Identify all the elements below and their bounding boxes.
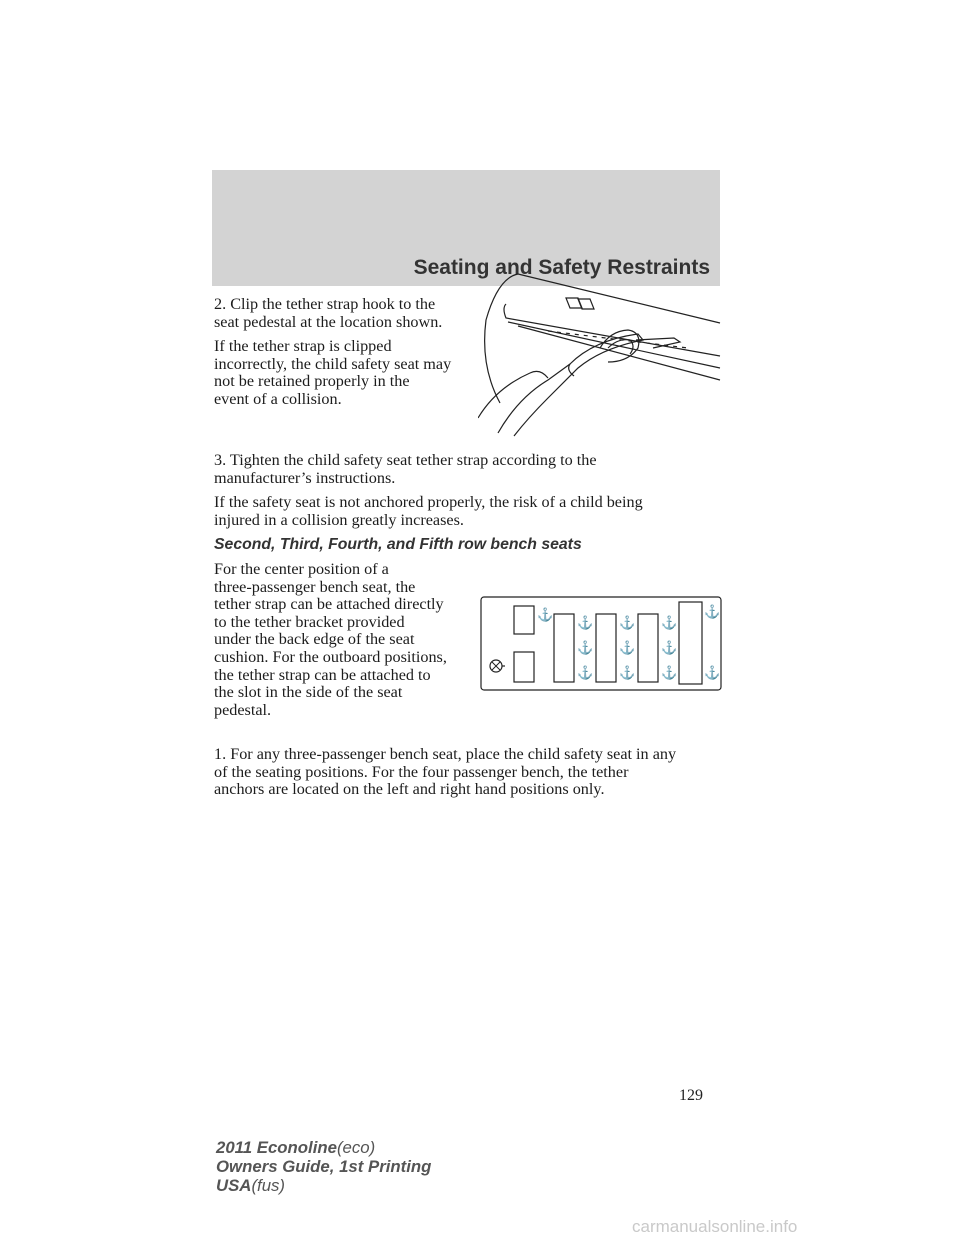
step-1-line-2: of the seating positions. For the four passenger bench, the tether: [214, 762, 629, 781]
step-1-line-1: 1. For any three-passenger bench seat, place the child safety seat in any: [214, 745, 677, 763]
center-position-line-2: three-passenger bench seat, the: [214, 577, 416, 596]
footer-market-code: (fus): [251, 1176, 285, 1195]
step-3-line-2: manufacturer’s instructions.: [214, 468, 396, 487]
step-2-line-1: 2. Clip the tether strap hook to the: [214, 295, 436, 313]
center-position-line-4: to the tether bracket provided: [214, 612, 405, 631]
footer-model: 2011 Econoline: [216, 1138, 337, 1157]
bench-seat-row-5: [679, 602, 702, 684]
anchor-icon: ⚓: [577, 665, 594, 680]
anchor-icon: ⚓: [704, 604, 721, 619]
document-footer: [216, 1138, 431, 1195]
watermark: carmanualsonline.info: [632, 1217, 798, 1236]
anchor-icon: ⚓: [619, 640, 636, 655]
step-2-paragraph: [214, 296, 476, 331]
section-title: Seating and Safety Restraints: [413, 256, 710, 279]
step-3-paragraph: [214, 452, 729, 487]
bench-seats-subheading: Second, Third, Fourth, and Fifth row bench seats: [214, 536, 582, 553]
footer-model-code: (eco): [336, 1138, 376, 1157]
driver-seat: [514, 652, 534, 682]
step-3-line-1: 3. Tighten the child safety seat tether strap according to the: [214, 451, 597, 469]
tether-warning-paragraph: [214, 338, 476, 408]
step-2-line-2: seat pedestal at the location shown.: [214, 312, 443, 331]
anchor-icon: ⚓: [577, 615, 594, 630]
bench-seat-row-2: [554, 614, 574, 682]
anchor-risk-line-1: If the safety seat is not anchored properly, the risk of a child being: [214, 493, 643, 511]
center-position-line-9: pedestal.: [214, 700, 272, 719]
warning-line-4: event of a collision.: [214, 389, 342, 408]
footer-guide: Owners Guide, 1st Printing: [216, 1157, 432, 1176]
bench-seat-row-3: [596, 614, 616, 682]
anchor-icon: ⚓: [704, 665, 721, 680]
anchor-icon: ⚓: [619, 665, 636, 680]
passenger-seat-front: [514, 606, 534, 634]
warning-line-2: incorrectly, the child safety seat may: [214, 354, 452, 373]
center-position-line-8: the slot in the side of the seat: [214, 683, 403, 702]
center-position-line-6: cushion. For the outboard positions,: [214, 647, 447, 666]
center-position-line-7: the tether strap can be attached to: [214, 665, 431, 684]
anchor-icon: ⚓: [661, 615, 678, 630]
step-1-paragraph: [214, 746, 729, 799]
anchor-icon: ⚓: [577, 640, 594, 655]
bench-seat-row-4: [638, 614, 658, 682]
center-position-line-3: tether strap can be attached directly: [214, 595, 444, 614]
anchor-icon: ⚓: [619, 615, 636, 630]
anchor-icon: ⚓: [537, 607, 554, 622]
center-position-paragraph: [214, 561, 476, 719]
page-number: 129: [679, 1087, 703, 1104]
warning-line-1: If the tether strap is clipped: [214, 337, 392, 355]
center-position-line-1: For the center position of a: [214, 560, 389, 578]
footer-market: USA: [216, 1176, 252, 1195]
tether-hook-illustration-icon: [478, 268, 722, 438]
warning-line-3: not be retained properly in the: [214, 372, 410, 391]
anchor-icon: ⚓: [661, 665, 678, 680]
center-position-line-5: under the back edge of the seat: [214, 630, 415, 649]
bench-seat-anchor-diagram: [480, 596, 722, 691]
anchor-risk-paragraph: [214, 494, 729, 529]
anchor-icon: ⚓: [661, 640, 678, 655]
anchor-risk-line-2: injured in a collision greatly increases.: [214, 510, 464, 529]
step-1-line-3: anchors are located on the left and right hand positions only.: [214, 780, 605, 799]
